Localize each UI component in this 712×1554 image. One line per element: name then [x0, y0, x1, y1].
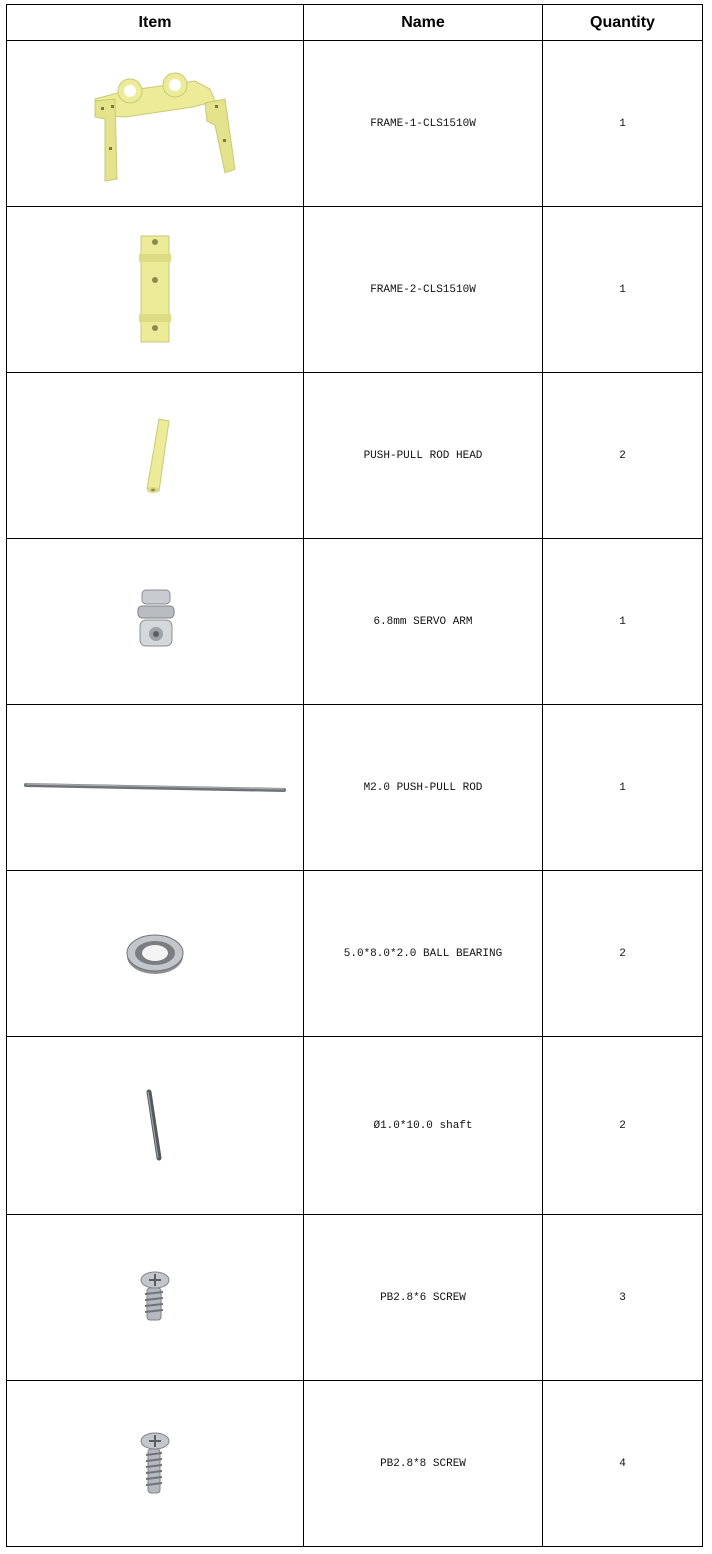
part-name: 6.8mm SERVO ARM: [304, 539, 543, 705]
table-row: [7, 705, 703, 871]
part-name: FRAME-2-CLS1510W: [304, 207, 543, 373]
push-pull-rod-icon: [20, 778, 290, 798]
part-quantity: 1: [543, 41, 703, 207]
table-row: [7, 871, 703, 1037]
screw-short-icon: [130, 1268, 180, 1328]
item-image-cell: [7, 871, 304, 1037]
table-row: [7, 373, 703, 539]
shaft-icon: [135, 1086, 175, 1166]
part-quantity: 4: [543, 1381, 703, 1547]
item-image-cell: [7, 1381, 304, 1547]
part-name: Ø1.0*10.0 shaft: [304, 1037, 543, 1215]
part-quantity: 3: [543, 1215, 703, 1381]
item-image-cell: [7, 1037, 304, 1215]
part-name: 5.0*8.0*2.0 BALL BEARING: [304, 871, 543, 1037]
table-row: [7, 1037, 703, 1215]
header-row: [7, 5, 703, 41]
part-name: PB2.8*8 SCREW: [304, 1381, 543, 1547]
ball-bearing-icon: [120, 929, 190, 979]
header-name: Name: [304, 5, 543, 41]
item-image-cell: [7, 41, 304, 207]
item-image-cell: [7, 373, 304, 539]
part-name: PB2.8*6 SCREW: [304, 1215, 543, 1381]
header-quantity: Quantity: [543, 5, 703, 41]
part-name: PUSH-PULL ROD HEAD: [304, 373, 543, 539]
table-row: [7, 41, 703, 207]
item-image-cell: [7, 539, 304, 705]
screw-long-icon: [130, 1429, 180, 1499]
item-image-cell: [7, 1215, 304, 1381]
parts-table: [6, 4, 703, 1547]
yellow-frame-1-icon: [65, 59, 245, 189]
header-item: Item: [7, 5, 304, 41]
part-quantity: 1: [543, 539, 703, 705]
part-name: M2.0 PUSH-PULL ROD: [304, 705, 543, 871]
part-quantity: 2: [543, 871, 703, 1037]
rod-head-icon: [125, 411, 185, 501]
part-name: FRAME-1-CLS1510W: [304, 41, 543, 207]
item-image-cell: [7, 207, 304, 373]
part-quantity: 2: [543, 1037, 703, 1215]
table-row: [7, 207, 703, 373]
part-quantity: 1: [543, 207, 703, 373]
item-image-cell: [7, 705, 304, 871]
part-quantity: 1: [543, 705, 703, 871]
yellow-frame-2-icon: [125, 230, 185, 350]
table-row: [7, 539, 703, 705]
servo-arm-icon: [120, 582, 190, 662]
part-quantity: 2: [543, 373, 703, 539]
table-row: [7, 1381, 703, 1547]
table-row: [7, 1215, 703, 1381]
